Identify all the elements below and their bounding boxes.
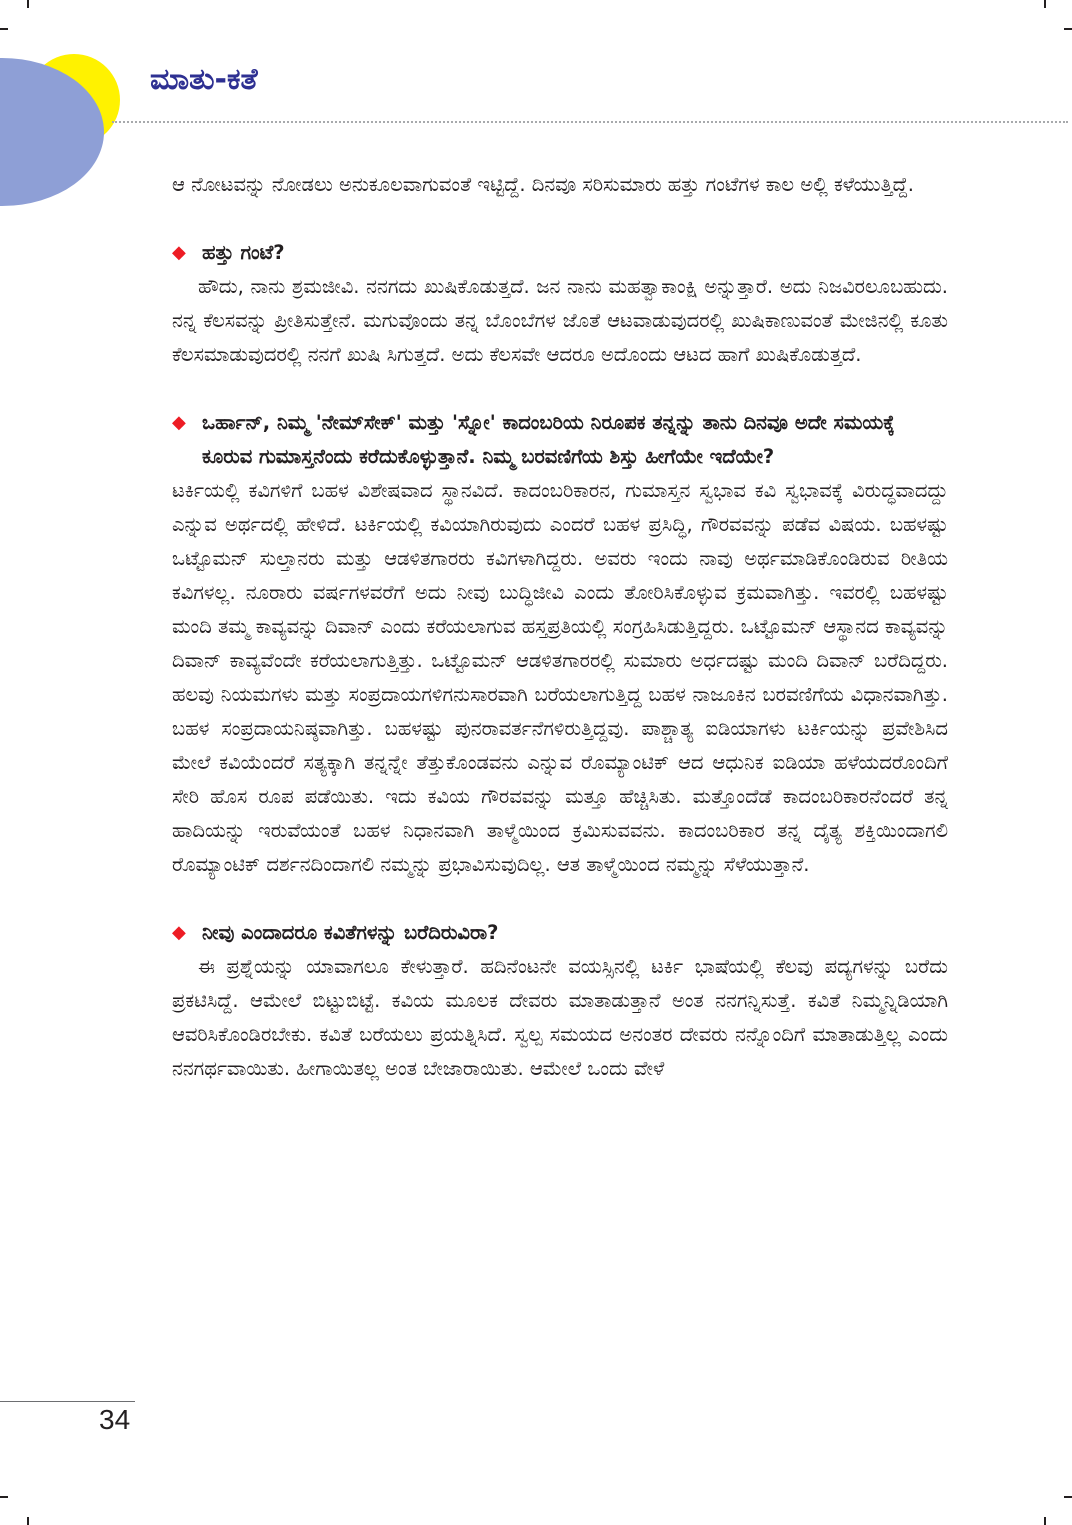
header-dotted-divider (112, 121, 1068, 123)
answer-3-paragraph: ಈ ಪ್ರಶ್ನೆಯನ್ನು ಯಾವಾಗಲೂ ಕೇಳುತ್ತಾರೆ. ಹದಿನೆಂಟನೇ ವಯಸ್ಸಿನಲ್ಲಿ ಟರ್ಕಿ ಭಾಷೆಯಲ್ಲಿ ಕೆಲವು ಪದ್ಯಗಳನ್ನು ಬರೆದು ಪ್ರಕಟಿಸಿದ್ದೆ. ಆಮೇಲೆ ಬಿಟ್ಟುಬಿಟ್ಟೆ. ಕವಿಯ ಮೂಲಕ ದೇವರು ಮಾತಾಡುತ್ತಾನೆ ಅಂತ ನನಗನ್ನಿಸುತ್ತೆ. ಕವಿತೆ ನಿಮ್ಮನ್ನಿಡಿಯಾಗಿ ಆವರಿಸಿಕೊಂಡಿರಬೇಕು. ಕವಿತೆ ಬರೆಯಲು ಪ್ರಯತ್ನಿಸಿದೆ. ಸ್ವಲ್ಪ ಸಮಯದ ಅನಂತರ ದೇವರು ನನ್ನೊಂದಿಗೆ ಮಾತಾಡುತ್ತಿಲ್ಲ ಎಂದು ನನಗರ್ಥವಾಯಿತು. ಹೀಗಾಯಿತಲ್ಲ ಅಂತ ಬೇಜಾರಾಯಿತು. ಆಮೇಲೆ ಒಂದು ವೇಳೆ (172, 955, 948, 1080)
crop-mark-left-lower (0, 1496, 8, 1498)
answer-1-paragraph: ಹೌದು, ನಾನು ಶ್ರಮಜೀವಿ. ನನಗದು ಖುಷಿಕೊಡುತ್ತದೆ. ಜನ ನಾನು ಮಹತ್ವಾಕಾಂಕ್ಷಿ ಅನ್ನುತ್ತಾರೆ. ಅದು ನಿಜವಿರಲೂಬಹುದು. ನನ್ನ ಕೆಲಸವನ್ನು ಪ್ರೀತಿಸುತ್ತೇನೆ. ಮಗುವೊಂದು ತನ್ನ ಬೊಂಬೆಗಳ ಜೊತೆ ಆಟವಾಡುವುದರಲ್ಲಿ ಖುಷಿಕಾಣುವಂತೆ ಮೇಜಿನಲ್ಲಿ ಕೂತು ಕೆಲಸಮಾಡುವುದರಲ್ಲಿ ನನಗೆ ಖುಷಿ ಸಿಗುತ್ತದೆ. ಅದು ಕೆಲಸವೇ ಆದರೂ ಅದೊಂದು ಆಟದ ಹಾಗೆ ಖುಷಿಕೊಡುತ್ತದೆ. (172, 275, 948, 366)
diamond-bullet-icon: ◆ (172, 922, 186, 943)
question-2 (172, 406, 948, 474)
diamond-bullet-icon: ◆ (172, 242, 186, 263)
crop-mark-right-upper (1064, 28, 1072, 30)
article-body (172, 168, 948, 1086)
question-2-text: ಒರ್ಹಾನ್, ನಿಮ್ಮ 'ನೇಮ್‌ಸೇಕ್' ಮತ್ತು 'ಸ್ನೋ' ಕಾದಂಬರಿಯ ನಿರೂಪಕ ತನ್ನನ್ನು ತಾನು ದಿನವೂ ಅದೇ ಸಮಯಕ್ಕೆ ಕೂರುವ ಗುಮಾಸ್ತನೆಂದು ಕರೆದುಕೊಳ್ಳುತ್ತಾನೆ. ನಿಮ್ಮ ಬರವಣಿಗೆಯ ಶಿಸ್ತು ಹೀಗೆಯೇ ಇದೆಯೇ? (202, 411, 895, 468)
crop-mark-left-upper (0, 28, 8, 30)
diamond-bullet-icon: ◆ (172, 412, 186, 433)
spacer (172, 372, 948, 406)
spacer (172, 202, 948, 236)
question-1 (172, 236, 948, 270)
crop-mark-bottom-right (1044, 1517, 1046, 1525)
footer-rule (0, 1401, 135, 1402)
spacer (172, 882, 948, 916)
intro-paragraph: ಆ ನೋಟವನ್ನು ನೋಡಲು ಅನುಕೂಲವಾಗುವಂತೆ ಇಟ್ಟಿದ್ದೆ. ದಿನವೂ ಸರಿಸುಮಾರು ಹತ್ತು ಗಂಟೆಗಳ ಕಾಲ ಅಲ್ಲಿ ಕಳೆಯುತ್ತಿದ್ದೆ. (172, 173, 914, 196)
crop-mark-top-left (27, 0, 29, 8)
crop-mark-bottom-left (27, 1517, 29, 1525)
question-3 (172, 916, 948, 950)
section-title: ಮಾತು-ಕತೆ (150, 62, 258, 97)
crop-mark-top-right (1044, 0, 1046, 8)
answer-2-paragraph: ಟರ್ಕಿಯಲ್ಲಿ ಕವಿಗಳಿಗೆ ಬಹಳ ವಿಶೇಷವಾದ ಸ್ಥಾನವಿದೆ. ಕಾದಂಬರಿಕಾರನ, ಗುಮಾಸ್ತನ ಸ್ವಭಾವ ಕವಿ ಸ್ವಭಾವಕ್ಕೆ ವಿರುದ್ಧವಾದದ್ದು ಎನ್ನುವ ಅರ್ಥದಲ್ಲಿ ಹೇಳಿದೆ. ಟರ್ಕಿಯಲ್ಲಿ ಕವಿಯಾಗಿರುವುದು ಎಂದರೆ ಬಹಳ ಪ್ರಸಿದ್ಧಿ, ಗೌರವವನ್ನು ಪಡೆವ ವಿಷಯ. ಬಹಳಷ್ಟು ಒಟ್ಟೊಮನ್ ಸುಲ್ತಾನರು ಮತ್ತು ಆಡಳಿತಗಾರರು ಕವಿಗಳಾಗಿದ್ದರು. ಅವರು ಇಂದು ನಾವು ಅರ್ಥಮಾಡಿಕೊಂಡಿರುವ ರೀತಿಯ ಕವಿಗಳಲ್ಲ. ನೂರಾರು ವರ್ಷಗಳವರೆಗೆ ಅದು ನೀವು ಬುದ್ಧಿಜೀವಿ ಎಂದು ತೋರಿಸಿಕೊಳ್ಳುವ ಕ್ರಮವಾಗಿತ್ತು. ಇವರಲ್ಲಿ ಬಹಳಷ್ಟು ಮಂದಿ ತಮ್ಮ ಕಾವ್ಯವನ್ನು ದಿವಾನ್ ಎಂದು ಕರೆಯಲಾಗುವ ಹಸ್ತಪ್ರತಿಯಲ್ಲಿ ಸಂಗ್ರಹಿಸಿಡುತ್ತಿದ್ದರು. ಒಟ್ಟೊಮನ್ ಆಸ್ಥಾನದ ಕಾವ್ಯವನ್ನು ದಿವಾನ್ ಕಾವ್ಯವೆಂದೇ ಕರೆಯಲಾಗುತ್ತಿತ್ತು. ಒಟ್ಟೊಮನ್ ಆಡಳಿತಗಾರರಲ್ಲಿ ಸುಮಾರು ಅರ್ಧದಷ್ಟು ಮಂದಿ ದಿವಾನ್ ಬರೆದಿದ್ದರು. ಹಲವು ನಿಯಮಗಳು ಮತ್ತು ಸಂಪ್ರದಾಯಗಳಿಗನುಸಾರವಾಗಿ ಬರೆಯಲಾಗುತ್ತಿದ್ದ ಬಹಳ ನಾಜೂಕಿನ ಬರವಣಿಗೆಯ ವಿಧಾನವಾಗಿತ್ತು. ಬಹಳ ಸಂಪ್ರದಾಯನಿಷ್ಠವಾಗಿತ್ತು. ಬಹಳಷ್ಟು ಪುನರಾವರ್ತನೆಗಳಿರುತ್ತಿದ್ದವು. ಪಾಶ್ಚಾತ್ಯ ಐಡಿಯಾಗಳು ಟರ್ಕಿಯನ್ನು ಪ್ರವೇಶಿಸಿದ ಮೇಲೆ ಕವಿಯೆಂದರೆ ಸತ್ಯಕ್ಕಾಗಿ ತನ್ನನ್ನೇ ತೆತ್ತುಕೊಂಡವನು ಎನ್ನುವ ರೊಮ್ಯಾಂಟಿಕ್ ಆದ ಆಧುನಿಕ ಐಡಿಯಾ ಹಳೆಯದರೊಂದಿಗೆ ಸೇರಿ ಹೊಸ ರೂಪ ಪಡೆಯಿತು. ಇದು ಕವಿಯ ಗೌರವವನ್ನು ಮತ್ತೂ ಹೆಚ್ಚಿಸಿತು. ಮತ್ತೊಂದೆಡೆ ಕಾದಂಬರಿಕಾರನೆಂದರೆ ತನ್ನ ಹಾದಿಯನ್ನು ಇರುವೆಯಂತೆ ಬಹಳ ನಿಧಾನವಾಗಿ ತಾಳ್ಮೆಯಿಂದ ಕ್ರಮಿಸುವವನು. ಕಾದಂಬರಿಕಾರ ತನ್ನ ದೈತ್ಯ ಶಕ್ತಿಯಿಂದಾಗಲಿ ರೊಮ್ಯಾಂಟಿಕ್ ದರ್ಶನದಿಂದಾಗಲಿ ನಮ್ಮನ್ನು ಪ್ರಭಾವಿಸುವುದಿಲ್ಲ. ಆತ ತಾಳ್ಮೆಯಿಂದ ನಮ್ಮನ್ನು ಸೆಳೆಯುತ್ತಾನೆ. (172, 479, 948, 876)
crop-mark-right-lower (1064, 1496, 1072, 1498)
question-1-text: ಹತ್ತು ಗಂಟೆ? (202, 241, 285, 264)
question-3-text: ನೀವು ಎಂದಾದರೂ ಕವಿತೆಗಳನ್ನು ಬರೆದಿರುವಿರಾ? (202, 921, 499, 944)
page-number: 34 (99, 1404, 131, 1435)
